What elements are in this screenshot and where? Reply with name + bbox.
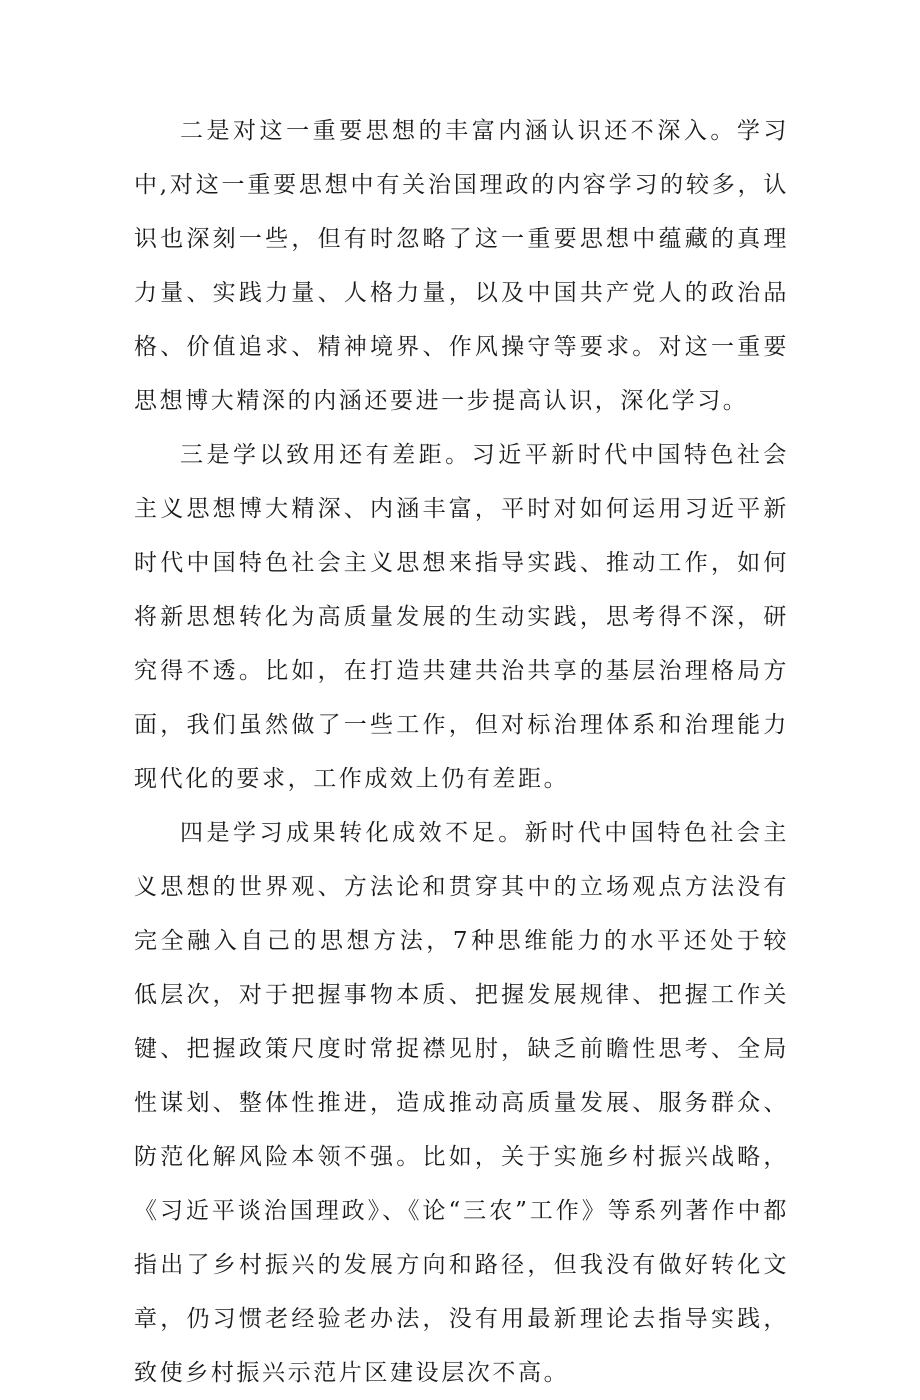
paragraph-2: 二是对这一重要思想的丰富内涵认识还不深入。学习中,对这一重要思想中有关治国理政的内容学习的较多，认识也深刻一些，但有时忽略了这一重要思想中蕴藏的真理力量、实践力量、人格力量，以及中国共产党人的政治品格、价值追求、精神境界、作风操守等要求。对这一重要思想博大精深的内涵还要进一步提高认识，深化学习。: [134, 118, 789, 414]
paragraph-3: 三是学以致用还有差距。习近平新时代中国特色社会主义思想博大精深、内涵丰富，平时对如何运用习近平新时代中国特色社会主义思想来指导实践、推动工作，如何将新思想转化为高质量发展的生动实践，思考得不深，研究得不透。比如，在打造共建共治共享的基层治理格局方面，我们虽然做了一些工作，但对标治理体系和治理能力现代化的要求，工作成效上仍有差距。: [134, 442, 789, 792]
paragraph-4: 四是学习成果转化成效不足。新时代中国特色社会主义思想的世界观、方法论和贯穿其中的立场观点方法没有完全融入自己的思想方法，7种思维能力的水平还处于较低层次，对于把握事物本质、把握发展规律、把握工作关键、把握政策尺度时常捉襟见肘，缺乏前瞻性思考、全局性谋划、整体性推进，造成推动高质量发展、服务群众、防范化解风险本领不强。比如，关于实施乡村振兴战略，《习近平谈治国理政》、《论“三农”工作》等系列著作中都指出了乡村振兴的发展方向和路径，但我没有做好转化文章，仍习惯老经验老办法，没有用最新理论去指导实践，致使乡村振兴示范片区建设层次不高。: [134, 820, 789, 1386]
document-body: [134, 104, 789, 1400]
